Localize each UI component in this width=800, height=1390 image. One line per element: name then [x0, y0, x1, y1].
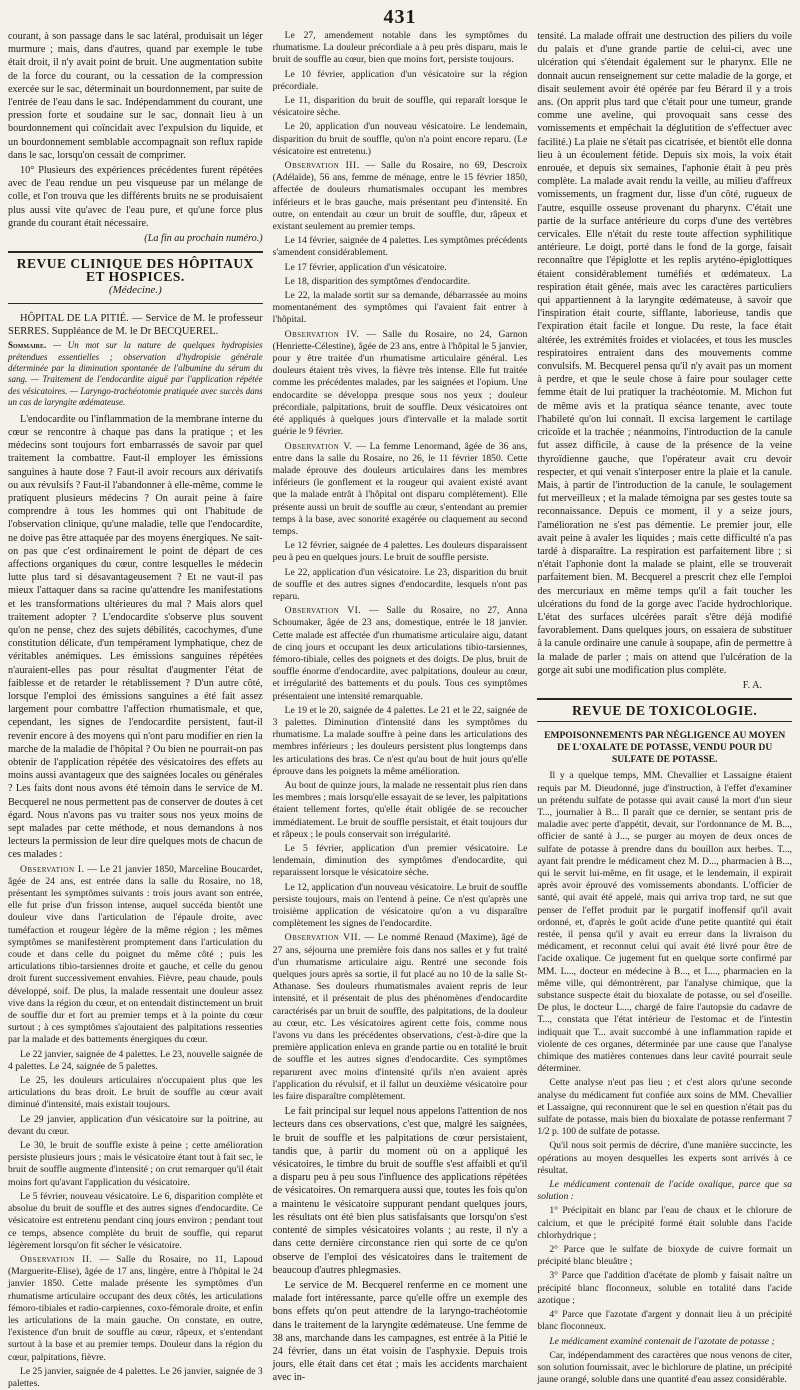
observation-followup: Le 10 février, application d'un vésicatoire sur la région précordiale. [272, 68, 528, 92]
observation-text: — Salle du Rosaire, no 27, Anna Schoumaker, âgée de 23 ans, domestique, entrée le 18 janvier. Cette malade est affectée d'un rhumatisme articulaire aigu, datant de cinq jours et occupant les deux articulations tibio-tarsiennes, fémoro-tibiale, celles des poignets et des doigts. De plus, bruit de souffle énorme d'endocardite, avec palpitations, douleur au cœur, et irrégularité des battements et du pouls. Tous ces symptômes présentaient une intensité remarquable. [272, 605, 528, 702]
observation-followup: Le 12 février, saignée de 4 palettes. Les douleurs disparaissent peu à peu en quelques jours. Le bruit de souffle persiste. [272, 540, 528, 564]
observation-followup: Le 5 février, application d'un premier vésicatoire. Le lendemain, diminution des symptômes d'endocardite, qui reparaissent lorsque le vésicatoire sèche. [272, 843, 528, 879]
hospital-heading: HÔPITAL DE LA PITIÉ. — Service de M. le professeur SERRES. Suppléance de M. le Dr BECQUEREL. [8, 312, 263, 338]
observation-label: Observation VII. [284, 932, 361, 944]
observation-followup: Le 25 janvier, saignée de 4 palettes. Le 26 janvier, saignée de 3 palettes. [8, 1365, 263, 1389]
observation-followup: Le 11, disparition du bruit de souffle, qui reparaît lorsque le vésicatoire sèche. [272, 95, 528, 119]
section-rule [537, 698, 792, 700]
observation-label: Observation I. [20, 863, 85, 875]
observation-7 [273, 932, 528, 1103]
columns [8, 30, 793, 1389]
observation-6 [273, 605, 528, 703]
section-rule [8, 251, 263, 253]
observation-3 [273, 160, 528, 233]
analysis-heading: Le médicament contenait de l'acide oxalique, parce que sa solution : [537, 1179, 793, 1203]
list-item: 2° Parce que le sulfate de bioxyde de cuivre formait un précipité blanc bleuâtre ; [537, 1244, 793, 1268]
column-middle [272, 30, 528, 1384]
observation-2 [8, 1254, 263, 1364]
section-subtitle: (Médecine.) [108, 283, 162, 296]
section-title: REVUE CLINIQUE DES HÔPITAUX ET HOSPICES. [16, 256, 254, 285]
observation-followup: Le 29 janvier, application d'un vésicatoire sur la poitrine, au devant du cœur. [8, 1113, 263, 1137]
list-item: 3° Parce que l'addition d'acétate de plomb y faisait naître un précipité blanc floconneux, soluble en totalité dans l'acide azotique ; [537, 1270, 793, 1306]
section-rule-thin [8, 303, 263, 304]
body-paragraph: Cette analyse n'eut pas lieu ; et c'est alors qu'une seconde analyse du médicament fut confiée aux soins de MM. Chevallier et Lassaigne, qui reconnurent que le sel en question n'était pas du sulfate de potasse, mais bien du bioxalate de potasse renfermant 7 1/2 p. 100 de sulfate de potasse. [537, 1077, 793, 1138]
column-left [8, 30, 263, 1389]
observation-followup: Le 14 février, saignée de 4 palettes. Les symptômes précédents s'amendent considérablement. [272, 235, 528, 259]
summary [8, 340, 263, 408]
analysis-heading: Le médicament examiné contenait de l'azotate de potasse ; [549, 1335, 775, 1347]
observation-followup: Le 30, le bruit de souffle existe à peine ; cette amélioration persiste plusieurs jours ; mais le vésicatoire étant tout à fait sec, le bruit de souffle augmente d'intensité ; on crut remarquer qu'il était moins fort qu'avant l'application du vésicatoire. [8, 1140, 263, 1188]
observation-label: Observation VI. [284, 605, 362, 617]
continued-note: (La fin au prochain numéro.) [144, 233, 263, 245]
observation-followup: Le 5 février, nouveau vésicatoire. Le 6, disparition complète et absolue du bruit de souffle et des autres signes d'endocardite. Ce vésicatoire est entretenu pendant cinq jours environ ; pendant tout ce temps, absence complète du bruit de souffle, qui reparut légèrement lorsqu'on fit sécher le vésicatoire. [8, 1190, 263, 1251]
observation-1 [8, 864, 263, 1047]
body-paragraph: L'endocardite ou l'inflammation de la membrane interne du cœur se rencontre à chaque pas dans la pratique ; et les médecins sont toujours fort embarrassés de savoir par quel traitement la combattre. Faut-il employer les émissions sanguines à haute dose ? Faut-il avoir recours aux dérivatifs ou aux révulsifs ? Faut-il l'abandonner à elle-même, comme le pratiquent plusieurs médecins ? On aurait peine à faire comprendre à tous les hommes qui ont l'habitude de l'observation clinique, qu'une maladie, telle que l'endocardite, ne doive pas être attaquée par des moyens énergiques. Ne sait-on pas que c'est ordinairement le point de départ de ces affections organiques du cœur, contre lesquelles le médecin lutte plus tard si désavantageusement ? Et ne vaut-il pas mieux l'attaquer dans sa racine qu'attendre les manifestations et les transformations ultérieures du mal ? Mais alors quel traitement adopter ? L'endocardite s'observe plus souvent qu'on ne pense, chez des sujets débilités, cacochymes, d'une constitution délicate, d'un tempérament lymphatique, chez de véritables anémiques. Les émissions sanguines répétées n'auraient-elles pas pour résultat d'augmenter l'état de faiblesse et de retarder le rétablissement ? D'un autre côté, lorsque l'emploi des émissions sanguines a été fait assez largement pour combattre l'affection rhumatismale, et que, cependant, les signes de l'endocardite persistent, faut-il revenir encore à des moyens qui n'ont paru modifier en rien la marche de la maladie de l'hôpital ? Ou bien ne pourrait-on pas obtenir de l'application répétée des vésicatoires des effets au moins aussi avantageux que des saignées locales ou générales ? Les faits dont nous avons été témoin dans le service de M. Becquerel ne nous permettent pas de conserver de doutes à cet égard. Nous n'avons pas vu traiter sous nos yeux moins de sept malades par cette méthode, et nous demandons à nos lecteurs la permission de leur dire quelques mots de chacun de ces malades : [8, 413, 263, 861]
observation-followup: Le 19 et le 20, saignée de 4 palettes. Le 21 et le 22, saignée de 3 palettes. Diminution d'intensité dans les symptômes du rhumatisme. La malade souffre à peine dans les articulations des membres inférieurs ; les douleurs persistent plus longtemps dans les articulations des bras. Ce n'est qu'au bout de huit jours qu'elle éprouve dans les poignets la même amélioration. [272, 704, 528, 777]
observation-followup: Le 17 février, application d'un vésicatoire. [284, 261, 447, 273]
list-item: 4° Parce que l'azotate d'argent y donnait lieu à un précipité blanc floconneux. [537, 1309, 793, 1333]
signature: F. A. [742, 679, 763, 691]
observation-5 [273, 441, 528, 539]
observation-followup: Au bout de quinze jours, la malade ne ressentait plus rien dans les membres ; mais lorsqu'elle essayait de se lever, les palpitations étaient tellement fortes, qu'elle était obligée de se recoucher immédiatement. Le bruit de souffle persistait, et était toujours dur et râpeux ; le pouls conservait son irrégularité. [272, 779, 528, 840]
body-paragraph: Il y a quelque temps, MM. Chevallier et Lassaigne étaient requis par M. Dieudonné, juge d'instruction, à l'effet d'examiner un prétendu sulfate de potasse qui avait causé la mort d'un sieur T..., journalier à B... Il paraît que ce dernier, se sentant pris de maladie avec perte d'appétit, devait, sur l'ordonnance de M. B..., officier de santé à J..., se purger au moyen de deux onces de sulfate de potasse à prendre dans du bouillon aux herbes. T..., ayant fait prendre le médicament chez M. D..., pharmacien à B..., qui le servit lui-même, en fit usage, et le lendemain, il expirait après avoir éprouvé des vomissements abondants. L'officier de santé, qui avait été appelé, mais qui arriva trop tard, ne sut que penser de l'effet produit par le purgatif inoffensif qu'il avait ordonné, et, d'après le goût acide d'une petite quantité qui était restée, il pensa qu'il y avait eu erreur dans la livraison du médicament, et reconnut celui qui avait été livré pour être de l'acide oxalique. Ce jugement fut en quelque sorte confirmé par MM. L..., docteur en médecine à B..., et L..., pharmacien en la même ville, qui démontrèrent, par l'analyse chimique, que la substance suspecte était du bioxalate de potasse, ou sel d'oseille. De plus, le docteur L..., chargé de faire l'autopsie du cadavre de T..., constata que l'état intérieur de l'estomac et de l'intestin indiquait que T... avait succombé à une inflammation rapide et violente de ces organes, déterminée par une cause que l'analyse chimique des matières contenues dans leur cavité pourrait seule déterminer. [537, 770, 793, 1075]
body-paragraph: Qu'il nous soit permis de décrire, d'une manière succincte, les opérations au moyen desquelles les experts sont arrivés à ce résultat. [537, 1140, 793, 1176]
body-paragraph: tensité. La malade offrait une destruction des piliers du voile du palais et d'une grande partie de celui-ci, avec une ulcération qui s'étendait également sur le pharynx. Elle ne donnait aucun renseignement sur cette maladie de la gorge, et disait seulement avoir été opérée par feu Bérard il y a trois ans. (On apprit plus tard que c'était pour une tumeur, grande comme une aveline, qui provoquait sans cesse des vomissements et empêchait la déglutition de s'effectuer avec facilité.) La plaie ne s'était pas cicatrisée, et bientôt elle donna lieu à un écoulement fétide. Depuis six mois, la voix était enrouée, et depuis six semaines, l'aphonie était à peu près complète. La malade avait rendu la veille, au milieu d'affreux vomissements, un fragment dur, lisse d'un côté, rugueux de l'autre, esquille osseuse provenant du pharynx. C'était une partie de la surface antérieure du corps d'une des vertèbres cervicales. Elle n'était du reste toute affection syphilitique antérieure. Le doigt, porté dans le fond de la gorge, faisait reconnaître que l'épiglotte et les replis aryténo-épiglottiques étaient considérablement tuméfiés et œdémateux. La respiration était gênée, mais avec les caractères particuliers qui appartiennent à la laryngite œdémateuse, à savoir que l'inspiration était courte, sifflante, laborieuse, tandis que l'expiration était facile et longue. Du reste, la face était altérée, les extrémités froides et violacées, et tous les muscles respiratoires entraient dans des mouvements comme convulsifs. M. Becquerel pensa qu'il n'y avait pas un moment à perdre, et que le seule chose à faire pour soulager cette femme était de lui pratiquer la trachéotomie. M. Michon fut de même avis et la pratiqua séance tenante, avec toute l'habileté qu'on lui connaît. Il excisa largement le cartilage cricoïde et la trachée ; néanmoins, l'introduction de la canule fut assez difficile, à cause de la présence de la veine thyroïdienne gauche, que l'opérateur avait cru devoir respecter, et qui venait s'interposer entre la plaie et la canule. Mais, à partir de l'introduction de la canule, le soulagement fut merveilleux ; et la malade témoigna par ses gestes toute sa reconnaissance. Depuis ce moment, il y a seize jours, l'amélioration ne s'est pas démentie. Le premier jour, elle avait peine à avaler les liquides ; mais cette difficulté n'a pas tardé à disparaître. La respiration est parfaitement libre ; si n'était l'aphonie dont la malade se plaint, elle se trouverait parfaitement bien. M. Becquerel a prescrit chez elle l'emploi des mercuriaux en même temps qu'il a fait toucher les ulcérations du fond de la gorge avec l'acide hydrochlorique. L'état des surfaces ulcérées paraît s'être déjà modifié favorablement. Dans quelques jours, on essaiera de substituer à la canule ordinaire une canule à soupape, afin de permettre à la malade de parler ; mais on attend que l'ulcération de la gorge ait subi une modification plus complète. [537, 31, 793, 676]
summary-text: — Un mot sur la nature de quelques hydropisies prétendues essentielles ; observation d'hydropisie générale déterminée par la diminution spontanée de l'albumine du sérum du sang. — Traitement de l'endocardite aiguë par l'application répétée des vésicatoires. — Laryngo-trachéotomie pratiquée avec succès dans un cas de laryngite œdémateuse. [8, 340, 263, 408]
observation-text: — Salle du Rosaire, no 24, Garnon (Henriette-Célestine), âgée de 23 ans, entre à l'hôpital le 5 janvier, pour y être traitée d'un rhumatisme articulaire général. Les douleurs étaient très vives, la fièvre très intense. Elle fut traitée comme les précédentes malades, par les saignées et l'opium. Une endocardite se développa presque sous nos yeux ; douleur précordiale, palpitations, bruit de souffle. Deux vésicatoires ont été appliqués à quelques jours d'intervalle et la malade sortit guérie le 9 février. [272, 328, 528, 438]
intro-paragraph: courant, à son passage dans le sac latéral, produisait un léger murmure ; mais, dans d'autres, quand par exemple le tube était droit, il n'y avait point de bruit. Une augmentation subite de la force du courant, ou la cessation de la compression exercée sur le sac, déterminait un bourdonnement, par suite de l'entrée de l'eau dans le sac. Indépendamment du courant, une pression forte et soudaine sur le sac, donnait lieu à un bourdonnement qui coïncidait avec l'expulsion du liquide, et un bourdonnement semblable accompagnait son reflux rapide dans le sac, lorsqu'on cessait de comprimer. [8, 31, 263, 161]
observation-label: Observation III. [284, 160, 360, 172]
closing-paragraph: Le service de M. Becquerel renferme en ce moment une malade fort intéressante, parce qu'elle offre un exemple des bons effets qu'on peut attendre de la laryngo-trachéotomie dans le traitement de la laryngite œdémateuse. Une femme de 38 ans, marchande dans les campagnes, est entrée à la Pitié le 24 février, dans un état voisin de l'asphyxie. Depuis trois jours, elle était dans cet état ; mais les accidents marchaient avec in- [272, 1279, 528, 1384]
observation-label: Observation IV. [284, 328, 360, 340]
observation-followup: Le 22, la malade sortit sur sa demande, débarrassée au moins momentanément des symptômes qui l'avaient fait entrer à l'hôpital. [272, 290, 528, 326]
summary-label: Sommaire. [8, 340, 47, 351]
observation-label: Observation V. [284, 440, 353, 452]
observation-text: — Le nommé Renaud (Maxime), âgé de 27 ans, séjourna une première fois dans nos salles et y fut traité d'un rhumatisme articulaire aigu. Rentré une seconde fois quelques jours après sa sortie, il fut placé au no 10 de la salle St-Athanase. Ses douleurs rhumatismales avaient repris de leur intensité, et il présentait de plus des phénomènes d'endocardite caractérisés par un bruit de souffle, des palpitations, de la douleur au cœur, etc. Les vésicatoires agirent cette fois, comme nous l'avons vu dans les précédentes observations, c'est-à-dire que la première application enleva en grande partie ou en totalité le bruit de souffle et les autres signes d'endocardite. Ces symptômes reparurent avec moins d'intensité qu'ils n'en avaient après l'application du révulsif, et il fallut un deuxième vésicatoire pour les faire disparaître complètement. [272, 932, 528, 1103]
observation-followup: Le 20, application d'un nouveau vésicatoire. Le lendemain, disparition du bruit de souffle, qu'on n'a point encore reparu. (Le vésicatoire est entretenu.) [272, 121, 528, 157]
observation-followup: Le 25, les douleurs articulaires n'occupaient plus que les articulations du bras droit. Le bruit de souffle au cœur avait diminué d'intensité, mais existait toujours. [8, 1075, 263, 1111]
observation-followup: Le 22 janvier, saignée de 4 palettes. Le 23, nouvelle saignée de 4 palettes. Le 24, saignée de 5 palettes. [8, 1048, 263, 1072]
article-subheading: EMPOISONNEMENTS PAR NÉGLIGENCE AU MOYEN DE L'OXALATE DE POTASSE, VENDU POUR DU SULFATE DE POTASSE. [544, 731, 786, 766]
observation-text: — Salle du Rosaire, no 69, Descroix (Adélaïde), 56 ans, femme de ménage, entre le 15 février 1850, affectée de douleurs rhumatismales occupant les membres inférieurs et le bras gauche, mais présentant peu d'intensité. En outre, on entendait au cœur un bruit de souffle, dur, râpeux et existant seulement au premier temps. [272, 160, 528, 233]
section-rule-thin [537, 721, 792, 722]
observation-followup: Le 27, amendement notable dans les symptômes du rhumatisme. La douleur précordiale a à peu près disparu, mais le bruit de souffle au cœur, bien que moins fort, persiste toujours. [272, 30, 528, 66]
observation-followup: Le 18, disparition des symptômes d'endocardite. [284, 275, 470, 287]
observation-followup: Le 12, application d'un nouveau vésicatoire. Le bruit de souffle persiste toujours, mais on l'entend à peine. Ce n'est qu'après une troisième application de vésicatoire qu'on a vu disparaître complètement les signes de l'endocardite. [272, 881, 528, 930]
intro-paragraph: 10° Plusieurs des expériences précédentes furent répétées avec de l'eau rendue un peu visqueuse par un mélange de colle, et l'on trouva que les différents bruits ne se produisaient plus aussi vite qu'avec de l'eau pure, et qu'une force plus grande du courant était nécessaire. [8, 165, 263, 229]
body-paragraph: Car, indépendamment des caractères que nous venons de citer, son solution fournissait, avec le bichlorure de platine, un précipité jaune orangé, soluble dans une quantité d'eau assez considérable. [537, 1349, 793, 1386]
observation-followup: Le 22, application d'un vésicatoire. Le 23, disparition du bruit de souffle et des autres signes d'endocardite, lesquels n'ont pas reparu. [272, 566, 528, 602]
observation-label: Observation II. [20, 1253, 93, 1265]
closing-paragraph: Le fait principal sur lequel nous appelons l'attention de nos lecteurs dans ces observations, c'est que, malgré les saignées, le bruit de souffle et les palpitations de cœur persistaient, tandis que, à partir du moment où on a appliqué les vésicatoires, le timbre du bruit de souffle s'est affaibli et qu'il a disparu peu à peu sous l'influence des applications répétées de vésicatoires. On remarquera aussi que, toutes les fois qu'on a maintenu le vésicatoire suppurant pendant quelques jours, les résultats ont été bien plus satisfaisants que lorsqu'on s'est contenté de simples vésicatoires volants ; au reste, il n'y a dans cette dernière circonstance rien qui sorte de ce qu'on observe de l'emploi des vésicatoires dans le traitement de beaucoup d'autres phlegmasies. [272, 1106, 528, 1276]
observation-4 [273, 329, 528, 439]
observation-text: — Salle du Rosaire, no 11, Lapoud (Marguerite-Elise), âgée de 17 ans, lingère, entre à l'hôpital le 24 janvier 1850. Cette malade présente les symptômes d'un rhumatisme articulaire occupant des deux côtés, les articulations fémoro-tibiales et radio-carpiennes, coxo-fémorale droite, et enfin les articulations de la main gauche. On constate, en outre, l'existence d'un bruit de souffle au cœur, râpeux, et s'entendant surtout à la base et au premier temps. Douleur dans la région du cœur, palpitations, fièvre. [8, 1253, 263, 1363]
observation-text: — La femme Lenormand, âgée de 36 ans, entre dans la salle du Rosaire, no 26, le 11 février 1850. Cette malade éprouve des douleurs articulaires dans les membres inférieurs (le gonflement et la rougeur qui avaient existé avant que la malade entrât à l'hôpital ont disparu complètement). Elle présente aussi un bruit de souffle au cœur, s'entendant au premier temps à la base, avec sonorité exagérée ou claquement au second temps. [272, 440, 528, 537]
column-right [537, 30, 793, 1386]
list-item: 1° Précipitait en blanc par l'eau de chaux et le chlorure de calcium, et que le précipité formé était soluble dans l'acide chlorhydrique ; [537, 1205, 793, 1241]
page-number: 431 [383, 6, 417, 28]
section-title: REVUE DE TOXICOLOGIE. [572, 703, 758, 719]
observation-text: — Le 21 janvier 1850, Marceline Boucardet, âgée de 24 ans, est entrée dans la salle du Rosaire, no 18, présentant les symptômes suivants : trois jours avant son entrée, elle fut prise d'un frisson intense, auquel succéda bientôt une douleur vive dans l'articulation de l'épaule droite, avec tuméfaction et rougeur légère de la même région ; les mêmes symptômes se manifestèrent promptement dans l'articulation du coude et dans celle du poignet du même côté ; puis les articulations tibio-tarsiennes droite et gauche, et celle du genou droit furent successivement envahies. Fièvre, peau chaude, pouls développé, soif. De plus, la malade ressentait une douleur assez vive dans la région du cœur, et on entendait distinctement un bruit de souffle dur et fort au premier temps et à la pointe du cœur surtout ; à ces symptômes s'ajoutaient des palpitations ressenties par la malade et des battements énergiques du cœur. [8, 863, 263, 1046]
